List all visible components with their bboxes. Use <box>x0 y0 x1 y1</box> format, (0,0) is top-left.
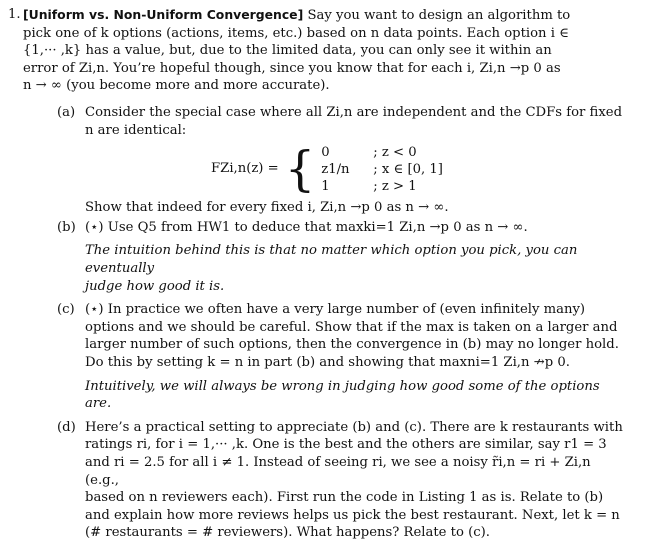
part-a-after: Show that indeed for every fixed i, Zi,n →p 0 as n → ∞. <box>85 200 449 216</box>
part-b-label: (b) <box>57 219 76 235</box>
cdf-lhs: FZi,n(z) = <box>211 161 279 177</box>
part-c-note-line: Intuitively, we will always be wrong in judging how good some of the options are. <box>85 378 600 412</box>
left-brace: { <box>284 141 316 198</box>
problem-intro <box>23 6 623 95</box>
problem-parts <box>23 104 628 542</box>
part-d-line-1: Here’s a practical setting to appreciate (b) and (c). There are k restaurants with <box>85 419 623 435</box>
part-d-line-5: and explain how more reviews helps us pick the best restaurant. Next, let k = n <box>85 507 620 523</box>
case-value-3: 1 <box>321 178 330 194</box>
part-c-note <box>23 378 628 413</box>
part-d <box>23 419 628 542</box>
part-d-line-4: based on n reviewers each). First run the code in Listing 1 as is. Relate to (b) <box>85 490 604 506</box>
part-a-line-2: n are identical: <box>85 122 187 138</box>
case-value-2: z1/n <box>321 161 350 177</box>
intro-line-5: n → ∞ (you become more and more accurate). <box>23 78 330 94</box>
part-c-line-3: larger number of such options, then the convergence in (b) may no longer hold. <box>85 337 619 353</box>
part-b-note-line-2: judge how good it is. <box>85 278 225 294</box>
part-b-note-line-1: The intuition behind this is that no matter which option you pick, you can eventually <box>85 243 578 276</box>
problem-number: 1. <box>8 7 21 22</box>
intro-line-3: {1,··· ,k} has a value, but, due to the limited data, you can only see it within an <box>23 43 552 59</box>
part-d-line-6: (# restaurants = # reviewers). What happens? Relate to (c). <box>85 525 490 541</box>
part-c-line-1: (⋆) In practice we often have a very large number of (even infinitely many) <box>85 302 586 318</box>
part-c-line-2: options and we should be careful. Show that if the max is taken on a larger and <box>85 319 618 335</box>
intro-line-4: error of Zi,n. You’re hopeful though, since you know that for each i, Zi,n →p 0 as <box>23 60 561 76</box>
part-c-label: (c) <box>57 302 75 318</box>
intro-line-1: [Uniform vs. Non-Uniform Convergence] Say you want to design an algorithm to <box>23 7 571 23</box>
cdf-formula <box>211 141 628 198</box>
intro-line-2: pick one of k options (actions, items, etc.) based on n data points. Each option i ∈ <box>23 25 569 41</box>
part-d-line-3: and ri = 2.5 for all i ≠ 1. Instead of seeing ri, we see a noisy r̃i,n = ri + Zi,n (e.g., <box>85 454 591 488</box>
part-a-label: (a) <box>57 105 76 120</box>
part-a-line-1: Consider the special case where all Zi,n are independent and the CDFs for fixed <box>85 105 623 120</box>
part-b-line: (⋆) Use Q5 from HW1 to deduce that maxki=1 Zi,n →p 0 as n → ∞. <box>85 219 528 235</box>
part-a <box>23 104 628 217</box>
case-condition-3: ; z > 1 <box>373 178 417 194</box>
part-d-label: (d) <box>57 419 76 435</box>
cdf-cases <box>321 144 443 195</box>
case-value-1: 0 <box>321 144 330 160</box>
part-d-line-2: ratings ri, for i = 1,··· ,k. One is the best and the others are similar, say r1 = 3 <box>85 437 607 453</box>
case-condition-2: ; x ∈ [0, 1] <box>373 161 443 177</box>
part-b-note <box>23 242 628 295</box>
case-condition-1: ; z < 0 <box>373 144 417 160</box>
part-c-line-4: Do this by setting k = n in part (b) and showing that maxni=1 Zi,n ↛p 0. <box>85 354 570 370</box>
problem-title: [Uniform vs. Non-Uniform Convergence] <box>23 7 304 22</box>
part-c <box>23 301 628 371</box>
part-b <box>23 219 628 237</box>
